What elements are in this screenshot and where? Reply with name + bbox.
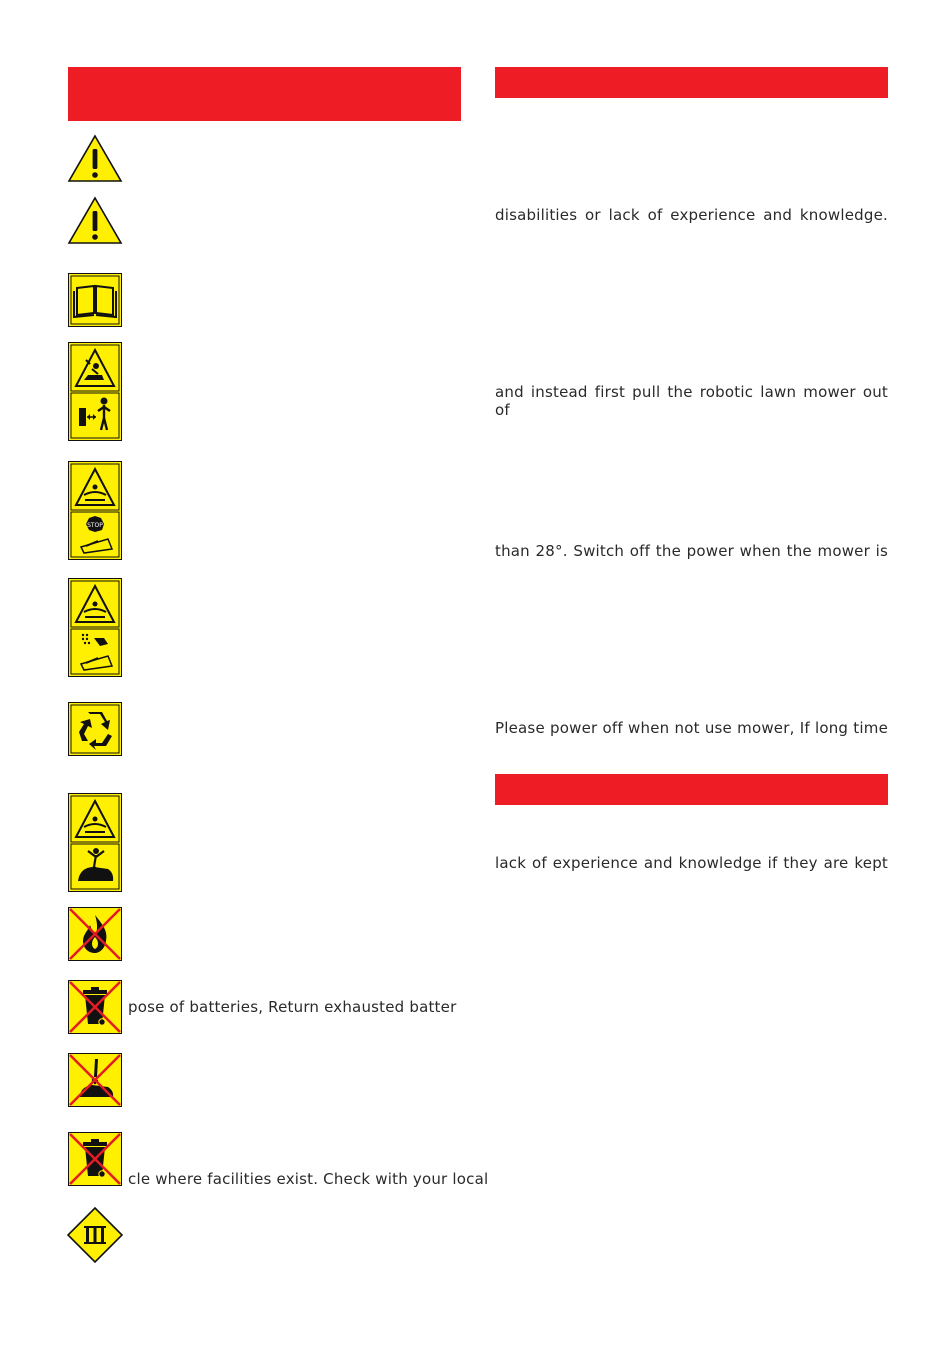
body-text-line: Please power off when not use mower, If long time: [495, 719, 888, 737]
no-bin-icon: [68, 1132, 122, 1186]
right-section-header-bar: [495, 67, 888, 98]
blade-hazard-stop-disconnect-icon: [68, 461, 122, 560]
no-fire-icon: [68, 907, 122, 961]
thrown-objects-keep-distance-icon: [68, 342, 122, 441]
recycling-instruction-text: cle where facilities exist. Check with your local: [128, 1170, 489, 1188]
class-three-icon: [67, 1207, 123, 1263]
recycle-icon: [68, 702, 122, 756]
right-section-subheader-bar: [495, 774, 888, 805]
blade-hazard-water-disconnect-icon: [68, 578, 122, 677]
body-text-line: than 28°. Switch off the power when the mower is: [495, 542, 888, 560]
warning-triangle-icon: [67, 196, 123, 246]
body-text-line: and instead first pull the robotic lawn mower out of: [495, 383, 888, 419]
body-text-line: disabilities or lack of experience and knowledge.: [495, 206, 888, 224]
no-water-spray-icon: [68, 1053, 122, 1107]
svg-text:STOP: STOP: [87, 522, 103, 529]
read-manual-icon: [68, 273, 122, 327]
no-riding-on-mower-icon: [68, 793, 122, 892]
no-bin-battery-icon: [68, 980, 122, 1034]
batteries-instruction-text: pose of batteries, Return exhausted batter: [128, 998, 457, 1016]
left-section-header-bar: [68, 67, 461, 121]
warning-triangle-icon: [67, 134, 123, 184]
body-text-line: lack of experience and knowledge if they are kept: [495, 854, 888, 872]
